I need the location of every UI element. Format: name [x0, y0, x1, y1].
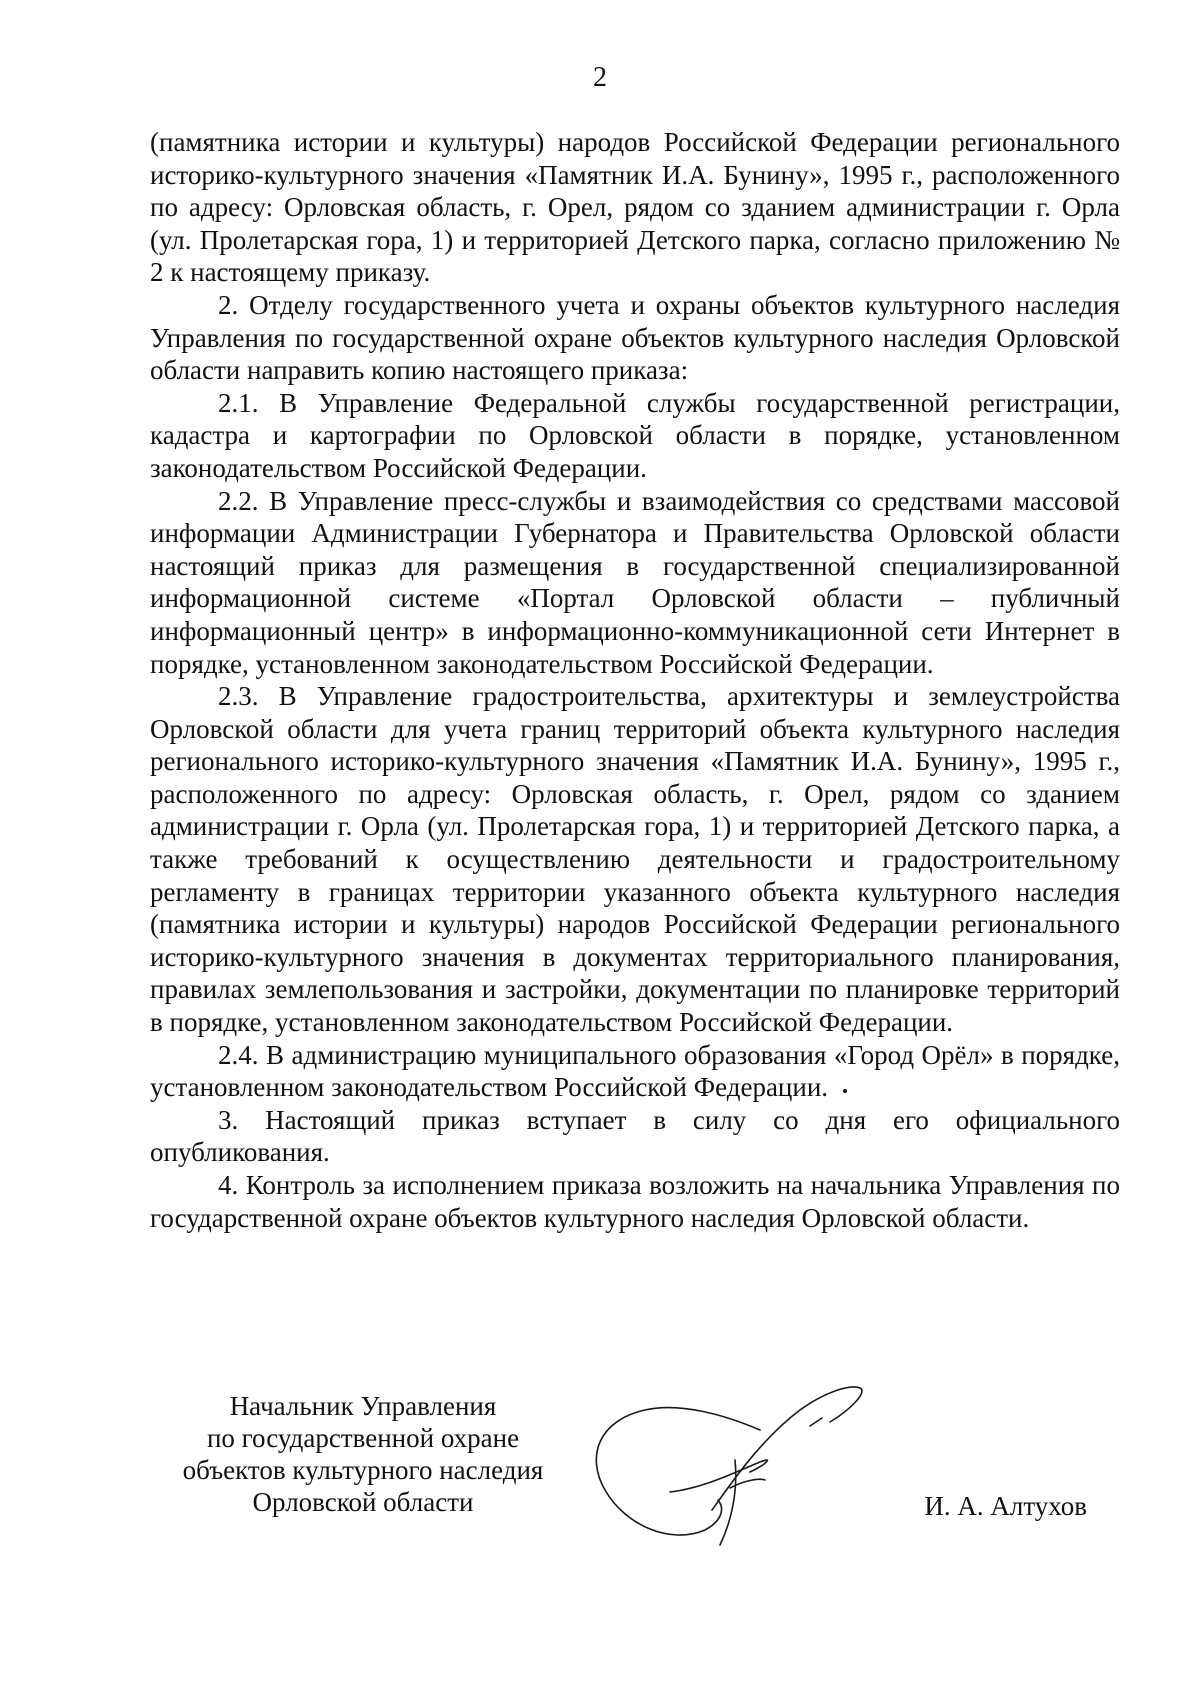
paragraph-item-2-3: 2.3. В Управление градостроительства, архитектуры и землеустройства Орловской области для учета границ территорий объекта культурного наследия регионального историко-культурного значения «Памятник И.А. Бунину», 1995 г., расположенного по адресу: Орловская область, г. Орел, рядом со зданием администрации г. Орла (ул. Пролетарская гора, 1) и территорией Детского парка, а также требований к осуществлению деятельности и градостроительному регламенту в границах территории указанного объекта культурного наследия (памятника истории и культуры) народов Российской Федерации регионального историко-культурного значения в документах территориального планирования, правилах землепользования и застройки, документации по планировке территорий в порядке, установленном законодательством Российской Федерации.: [150, 681, 1120, 1038]
signatory-title-line: объектов культурного наследия: [182, 1455, 544, 1485]
document-body: [150, 126, 1120, 1234]
signature-block: [150, 1390, 1120, 1560]
paragraph-item-3: 3. Настоящий приказ вступает в силу со дня его официального опубликования.: [150, 1104, 1120, 1168]
paragraph-item-2: 2. Отделу государственного учета и охраны объектов культурного наследия Управления по государственной охране объектов культурного наследия Орловской области направить копию настоящего приказа:: [150, 289, 1120, 386]
paragraph-item-2-1: 2.1. В Управление Федеральной службы государственной регистрации, кадастра и картографии по Орловской области в порядке, установленном законодательством Российской Федерации.: [150, 387, 1120, 483]
paragraph-item-4: 4. Контроль за исполнением приказа возложить на начальника Управления по государственной охране объектов культурного наследия Орловской области.: [150, 1170, 1120, 1233]
page-number: 2: [593, 62, 607, 93]
stray-mark: [843, 1089, 847, 1093]
paragraph-item-2-2: 2.2. В Управление пресс-службы и взаимодействия со средствами массовой информации Администрации Губернатора и Правительства Орловской области настоящий приказ для размещения в государственной специализированной информационной системе «Портал Орловской области – публичный информационный центр» в информационно-коммуникационной сети Интернет в порядке, установленном законодательством Российской Федерации.: [150, 485, 1120, 679]
paragraph-item-2-4: 2.4. В администрацию муниципального образования «Город Орёл» в порядке, установленном законодательством Российской Федерации.: [150, 1039, 1120, 1103]
signatory-title: [150, 1390, 576, 1518]
signatory-title-line: Начальник Управления: [229, 1391, 497, 1421]
paragraph-continuation: (памятника истории и культуры) народов Российской Федерации регионального историко-культурного значения «Памятник И.А. Бунину», 1995 г., расположенного по адресу: Орловская область, г. Орел, рядом со зданием администрации г. Орла (ул. Пролетарская гора, 1) и территорией Детского парка, согласно приложению № 2 к настоящему приказу.: [150, 127, 1120, 288]
handwritten-signature: [560, 1370, 880, 1560]
signatory-title-line: по государственной охране: [206, 1423, 520, 1453]
signatory-name: И. А. Алтухов: [924, 1491, 1087, 1521]
signatory-title-line: Орловской области: [252, 1487, 474, 1517]
